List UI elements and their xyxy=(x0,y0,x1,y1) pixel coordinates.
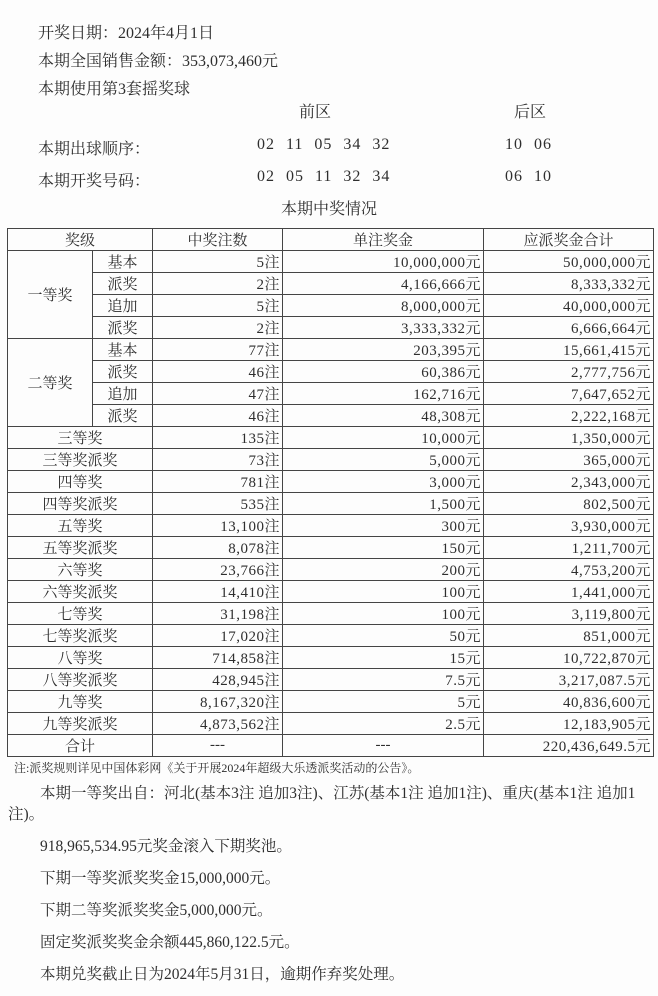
ball-order-label: 本期出球顺序： xyxy=(38,141,151,158)
table-row xyxy=(8,339,654,361)
prize-level-cell: 三等奖 xyxy=(8,427,153,449)
single-prize-cell: 50元 xyxy=(283,625,484,647)
single-prize-cell: 100元 xyxy=(283,603,484,625)
prize-level-cell: 四等奖派奖 xyxy=(8,493,153,515)
prize-level-cell: 八等奖派奖 xyxy=(8,669,153,691)
notes-paragraphs xyxy=(8,783,650,985)
winning-count-cell: 46注 xyxy=(153,361,283,383)
winning-count-cell: 2注 xyxy=(153,317,283,339)
winning-count-cell: 5注 xyxy=(153,295,283,317)
single-prize-cell: 3,000元 xyxy=(283,471,484,493)
single-prize-cell: 5元 xyxy=(283,691,484,713)
single-prize-cell: 100元 xyxy=(283,581,484,603)
winning-count-cell: 535注 xyxy=(153,493,283,515)
table-row xyxy=(8,603,654,625)
winning-count-cell: 13,100注 xyxy=(153,515,283,537)
total-prize-cell: 40,000,000元 xyxy=(484,295,654,317)
prize-subtype-cell: 基本 xyxy=(93,339,153,361)
winning-count-cell: 17,020注 xyxy=(153,625,283,647)
total-prize-cell: 4,753,200元 xyxy=(484,559,654,581)
total-prize-cell: 1,441,000元 xyxy=(484,581,654,603)
total-prize-cell: 220,436,649.5元 xyxy=(484,735,654,757)
total-prize-cell: 365,000元 xyxy=(484,449,654,471)
prize-level-cell: 六等奖 xyxy=(8,559,153,581)
total-prize-cell: 3,930,000元 xyxy=(484,515,654,537)
table-row xyxy=(8,537,654,559)
total-prize-cell: 12,183,905元 xyxy=(484,713,654,735)
winning-count-cell: 135注 xyxy=(153,427,283,449)
table-row xyxy=(8,647,654,669)
single-prize-cell: 1,500元 xyxy=(283,493,484,515)
prize-level-cell: 五等奖 xyxy=(8,515,153,537)
prize-group-cell: 一等奖 xyxy=(8,251,93,339)
header-single-prize: 单注奖金 xyxy=(283,229,484,251)
prize-table-body xyxy=(8,251,654,757)
winning-count-cell: 73注 xyxy=(153,449,283,471)
total-prize-cell: 851,000元 xyxy=(484,625,654,647)
winning-numbers-label: 本期开奖号码： xyxy=(38,173,151,190)
prize-level-cell: 合计 xyxy=(8,735,153,757)
single-prize-cell: --- xyxy=(283,735,484,757)
total-prize-cell: 1,350,000元 xyxy=(484,427,654,449)
prize-subtype-cell: 基本 xyxy=(93,251,153,273)
note-paragraph: 本期兑奖截止日为2024年5月31日，逾期作弃奖处理。 xyxy=(40,966,405,983)
prize-subtype-cell: 派奖 xyxy=(93,405,153,427)
total-prize-cell: 40,836,600元 xyxy=(484,691,654,713)
note-paragraph: 下期一等奖派奖奖金15,000,000元。 xyxy=(40,870,281,887)
winning-count-cell: 46注 xyxy=(153,405,283,427)
draw-date-line: 开奖日期：2024年4月1日 xyxy=(38,25,215,42)
single-prize-cell: 10,000,000元 xyxy=(283,251,484,273)
single-prize-cell: 7.5元 xyxy=(283,669,484,691)
single-prize-cell: 200元 xyxy=(283,559,484,581)
table-row xyxy=(8,625,654,647)
winning-count-cell: 31,198注 xyxy=(153,603,283,625)
winning-count-cell: 428,945注 xyxy=(153,669,283,691)
total-prize-cell: 2,222,168元 xyxy=(484,405,654,427)
notes-section xyxy=(8,756,650,996)
winning-count-cell: 5注 xyxy=(153,251,283,273)
table-row xyxy=(8,713,654,735)
prize-table xyxy=(7,228,654,757)
table-row xyxy=(8,449,654,471)
ball-set-line: 本期使用第3套摇奖球 xyxy=(38,81,191,98)
total-prize-cell: 3,217,087.5元 xyxy=(484,669,654,691)
total-prize-cell: 6,666,664元 xyxy=(484,317,654,339)
single-prize-cell: 60,386元 xyxy=(283,361,484,383)
table-row xyxy=(8,471,654,493)
note-paragraph: 本期一等奖出自：河北(基本3注 追加3注)、江苏(基本1注 追加1注)、重庆(基本1注 追加1注)。 xyxy=(8,785,636,823)
winning-count-cell: 8,078注 xyxy=(153,537,283,559)
prize-subtype-cell: 派奖 xyxy=(93,361,153,383)
winning-count-cell: 14,410注 xyxy=(153,581,283,603)
back-zone-label: 后区 xyxy=(513,104,546,121)
single-prize-cell: 203,395元 xyxy=(283,339,484,361)
table-row xyxy=(8,427,654,449)
prize-level-cell: 四等奖 xyxy=(8,471,153,493)
table-row xyxy=(8,273,654,295)
prize-level-cell: 九等奖派奖 xyxy=(8,713,153,735)
winning-count-cell: 23,766注 xyxy=(153,559,283,581)
prize-level-cell: 七等奖 xyxy=(8,603,153,625)
header-total-prize: 应派奖金合计 xyxy=(484,229,654,251)
single-prize-cell: 2.5元 xyxy=(283,713,484,735)
single-prize-cell: 15元 xyxy=(283,647,484,669)
winning-count-cell: 8,167,320注 xyxy=(153,691,283,713)
table-row xyxy=(8,383,654,405)
table-row xyxy=(8,405,654,427)
prize-subtype-cell: 追加 xyxy=(93,383,153,405)
table-row xyxy=(8,581,654,603)
table-row xyxy=(8,559,654,581)
winning-numbers-front: 02 05 11 32 34 xyxy=(257,168,391,185)
total-prize-cell: 10,722,870元 xyxy=(484,647,654,669)
single-prize-cell: 150元 xyxy=(283,537,484,559)
prize-group-cell: 二等奖 xyxy=(8,339,93,427)
total-prize-cell: 2,777,756元 xyxy=(484,361,654,383)
table-row xyxy=(8,493,654,515)
single-prize-cell: 10,000元 xyxy=(283,427,484,449)
total-prize-cell: 802,500元 xyxy=(484,493,654,515)
rules-note: 注:派奖规则详见中国体彩网《关于开展2024年超级大乐透派奖活动的公告》。 xyxy=(14,761,420,775)
note-paragraph: 下期二等奖派奖奖金5,000,000元。 xyxy=(40,902,273,919)
winning-count-cell: --- xyxy=(153,735,283,757)
prize-subtype-cell: 追加 xyxy=(93,295,153,317)
table-row xyxy=(8,735,654,757)
note-paragraph: 918,965,534.95元奖金滚入下期奖池。 xyxy=(40,838,292,855)
prize-level-cell: 八等奖 xyxy=(8,647,153,669)
single-prize-cell: 4,166,666元 xyxy=(283,273,484,295)
prize-level-cell: 九等奖 xyxy=(8,691,153,713)
note-paragraph: 固定奖派奖奖金余额445,860,122.5元。 xyxy=(40,934,300,951)
single-prize-cell: 8,000,000元 xyxy=(283,295,484,317)
total-prize-cell: 7,647,652元 xyxy=(484,383,654,405)
single-prize-cell: 3,333,332元 xyxy=(283,317,484,339)
front-zone-label: 前区 xyxy=(298,104,331,121)
table-row xyxy=(8,251,654,273)
total-prize-cell: 2,343,000元 xyxy=(484,471,654,493)
header-prize-level: 奖级 xyxy=(8,229,153,251)
table-row xyxy=(8,691,654,713)
total-prize-cell: 3,119,800元 xyxy=(484,603,654,625)
winning-count-cell: 781注 xyxy=(153,471,283,493)
ball-order-front-numbers: 02 11 05 34 32 xyxy=(257,136,391,153)
total-prize-cell: 1,211,700元 xyxy=(484,537,654,559)
table-row xyxy=(8,515,654,537)
prize-table-title: 本期中奖情况 xyxy=(280,201,377,218)
sales-amount-line: 本期全国销售金额：353,073,460元 xyxy=(38,53,279,70)
table-row xyxy=(8,317,654,339)
prize-level-cell: 三等奖派奖 xyxy=(8,449,153,471)
table-row xyxy=(8,295,654,317)
single-prize-cell: 162,716元 xyxy=(283,383,484,405)
winning-count-cell: 4,873,562注 xyxy=(153,713,283,735)
table-header-row xyxy=(8,229,654,251)
winning-count-cell: 47注 xyxy=(153,383,283,405)
prize-level-cell: 七等奖派奖 xyxy=(8,625,153,647)
table-row xyxy=(8,669,654,691)
winning-numbers-back: 06 10 xyxy=(505,168,552,185)
ball-order-back-numbers: 10 06 xyxy=(505,136,552,153)
winning-count-cell: 714,858注 xyxy=(153,647,283,669)
prize-subtype-cell: 派奖 xyxy=(93,317,153,339)
table-row xyxy=(8,361,654,383)
single-prize-cell: 5,000元 xyxy=(283,449,484,471)
single-prize-cell: 300元 xyxy=(283,515,484,537)
prize-level-cell: 六等奖派奖 xyxy=(8,581,153,603)
winning-count-cell: 77注 xyxy=(153,339,283,361)
total-prize-cell: 15,661,415元 xyxy=(484,339,654,361)
single-prize-cell: 48,308元 xyxy=(283,405,484,427)
header-winning-count: 中奖注数 xyxy=(153,229,283,251)
total-prize-cell: 8,333,332元 xyxy=(484,273,654,295)
prize-level-cell: 五等奖派奖 xyxy=(8,537,153,559)
winning-count-cell: 2注 xyxy=(153,273,283,295)
total-prize-cell: 50,000,000元 xyxy=(484,251,654,273)
prize-subtype-cell: 派奖 xyxy=(93,273,153,295)
